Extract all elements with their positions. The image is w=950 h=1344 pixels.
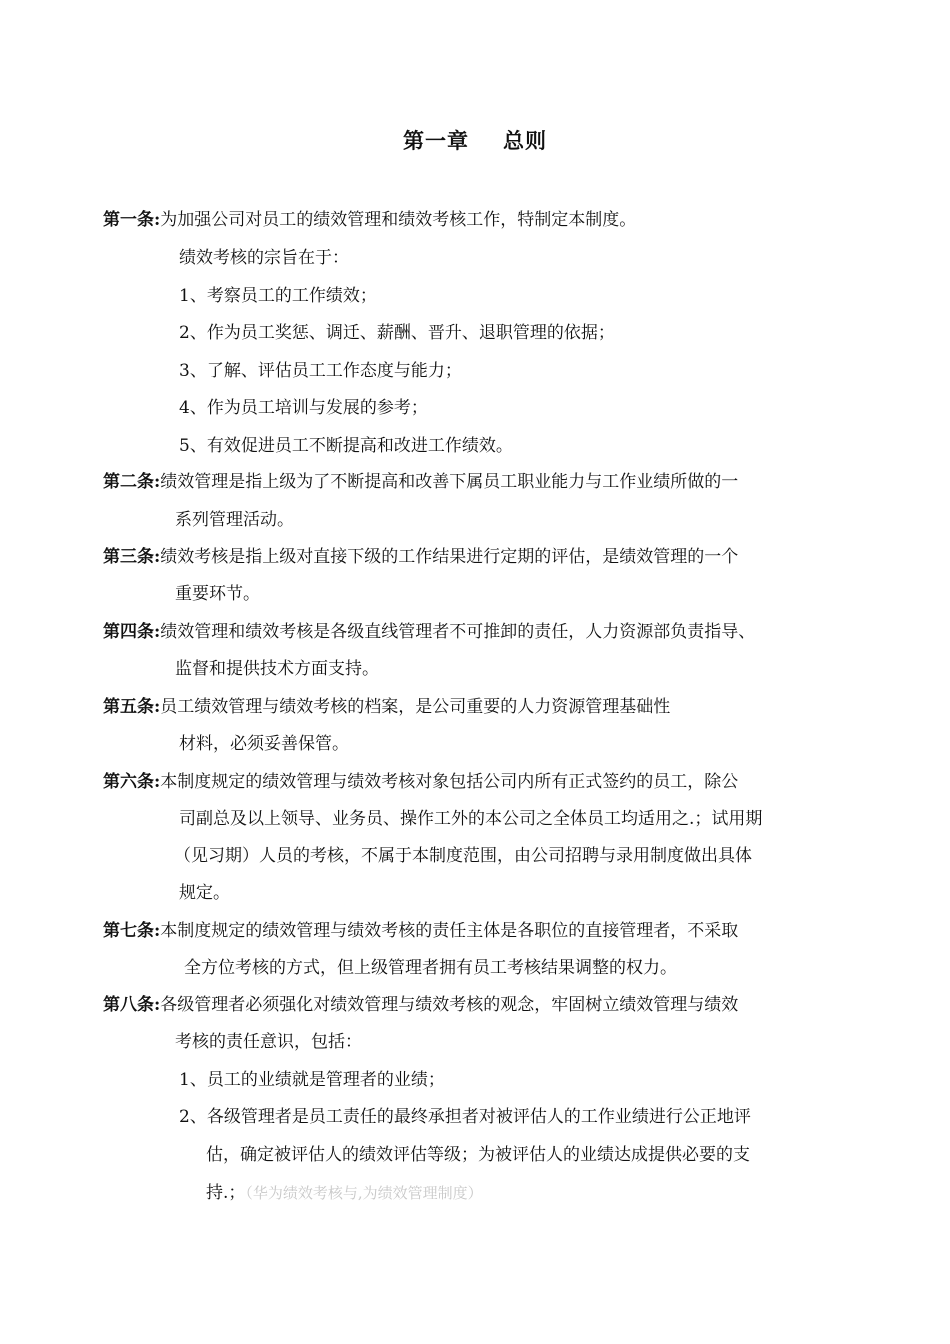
- article-4: [103, 620, 755, 644]
- list-item: 2、作为员工奖惩、调迁、薪酬、晋升、退职管理的依据；: [179, 323, 615, 343]
- list-item: 1、考察员工的工作绩效；: [179, 286, 377, 306]
- article-text: 绩效管理和绩效考核是各级直线管理者不可推卸的责任，人力资源部负责指导、: [160, 622, 756, 642]
- article-text-cont: 重要环节。: [175, 584, 260, 604]
- article-5: [103, 695, 670, 719]
- chapter-number: 第一章: [403, 128, 469, 153]
- article-label: 第三条:: [103, 547, 161, 567]
- list-item: 4、作为员工培训与发展的参考；: [179, 398, 428, 418]
- article-text: 本制度规定的绩效管理与绩效考核的责任主体是各职位的直接管理者，不采取: [160, 921, 739, 941]
- article-text: 绩效管理是指上级为了不断提高和改善下属员工职业能力与工作业绩所做的一: [160, 472, 739, 492]
- article-label: 第一条:: [103, 210, 161, 230]
- article-text: 为加强公司对员工的绩效管理和绩效考核工作，特制定本制度。: [160, 210, 637, 230]
- faint-watermark-text: （华为绩效考核与,为绩效管理制度）: [245, 1184, 483, 1202]
- list-item-end: 持.；: [206, 1183, 246, 1203]
- article-text-cont: 监督和提供技术方面支持。: [175, 659, 379, 679]
- purpose-intro: 绩效考核的宗旨在于：: [179, 248, 349, 268]
- article-label: 第二条:: [103, 472, 161, 492]
- article-text: 绩效考核是指上级对直接下级的工作结果进行定期的评估，是绩效管理的一个: [160, 547, 739, 567]
- list-item-cont: [206, 1181, 483, 1205]
- article-6: [103, 770, 738, 794]
- article-text-cont: 规定。: [179, 883, 230, 903]
- list-item-cont: 估，确定被评估人的绩效评估等级；为被评估人的业绩达成提供必要的支: [206, 1145, 750, 1165]
- article-text-cont: 全方位考核的方式，但上级管理者拥有员工考核结果调整的权力。: [184, 958, 677, 978]
- list-item: 2、各级管理者是员工责任的最终承担者对被评估人的工作业绩进行公正地评: [179, 1107, 751, 1127]
- article-text-cont: 材料，必须妥善保管。: [179, 734, 349, 754]
- article-text-cont: 考核的责任意识，包括：: [175, 1032, 362, 1052]
- article-3: [103, 545, 738, 569]
- article-label: 第五条:: [103, 697, 161, 717]
- article-text-cont: 系列管理活动。: [175, 510, 294, 530]
- article-8: [103, 993, 738, 1017]
- list-item: 1、员工的业绩就是管理者的业绩；: [179, 1070, 445, 1090]
- chapter-title: 总则: [503, 128, 547, 153]
- article-label: 第七条:: [103, 921, 161, 941]
- chapter-heading: [0, 125, 950, 155]
- article-label: 第八条:: [103, 995, 161, 1015]
- article-text: 各级管理者必须强化对绩效管理与绩效考核的观念，牢固树立绩效管理与绩效: [160, 995, 739, 1015]
- article-7: [103, 919, 738, 943]
- list-item: 3、了解、评估员工工作态度与能力；: [179, 361, 462, 381]
- list-item: 5、有效促进员工不断提高和改进工作绩效。: [179, 436, 513, 456]
- article-2: [103, 470, 738, 494]
- article-label: 第四条:: [103, 622, 161, 642]
- article-text: 员工绩效管理与绩效考核的档案，是公司重要的人力资源管理基础性: [160, 697, 671, 717]
- article-1: [103, 208, 636, 232]
- article-text: 本制度规定的绩效管理与绩效考核对象包括公司内所有正式签约的员工，除公: [160, 772, 739, 792]
- article-text-cont: （见习期）人员的考核，不属于本制度范围，由公司招聘与录用制度做出具体: [174, 846, 752, 866]
- article-label: 第六条:: [103, 772, 161, 792]
- article-text-cont: 司副总及以上领导、业务员、操作工外的本公司之全体员工均适用之.；试用期: [179, 809, 763, 829]
